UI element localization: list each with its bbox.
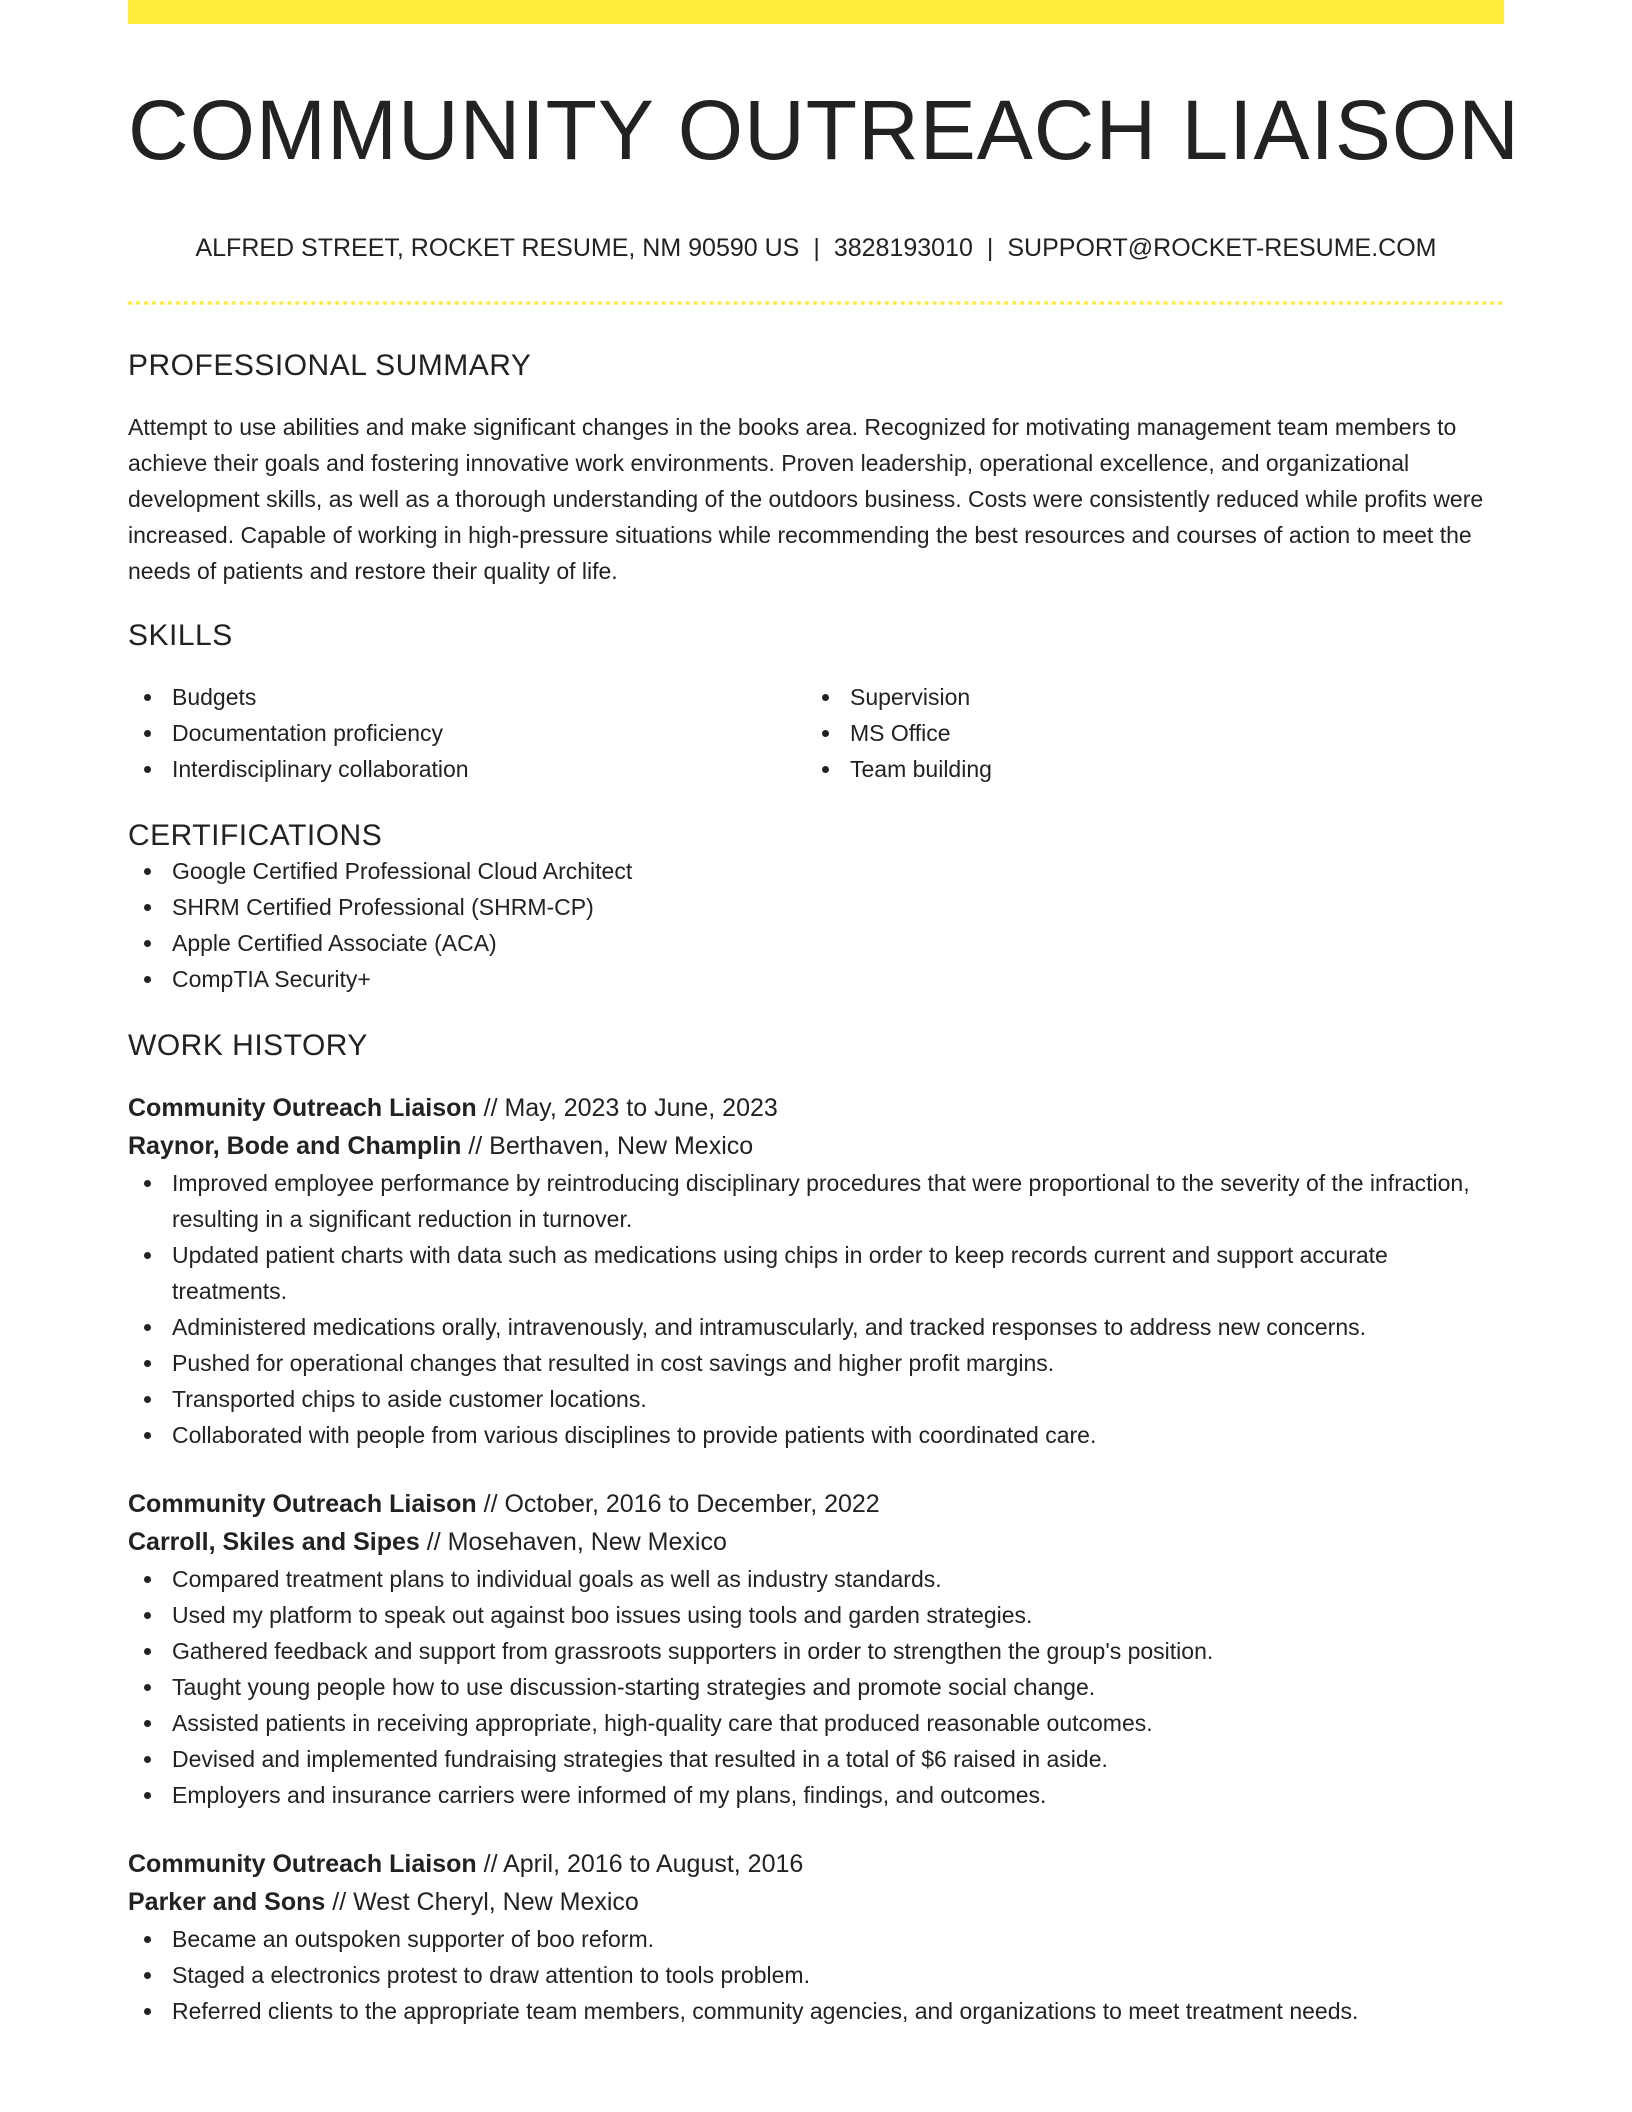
job-title: Community Outreach Liaison bbox=[128, 1490, 477, 1519]
contact-line bbox=[128, 234, 1504, 263]
job-bullet: Became an outspoken supporter of boo reform. bbox=[128, 1921, 1504, 1957]
job-bullet: Devised and implemented fundraising strategies that resulted in a total of $6 raised in aside. bbox=[128, 1741, 1504, 1777]
contact-separator: | bbox=[813, 234, 820, 263]
job-bullet: Transported chips to aside customer locations. bbox=[128, 1381, 1504, 1417]
job-title: Community Outreach Liaison bbox=[128, 1850, 477, 1879]
job-entry bbox=[128, 1485, 1504, 1813]
job-entry bbox=[128, 1845, 1504, 2029]
job-dates: // May, 2023 to June, 2023 bbox=[476, 1094, 778, 1123]
job-bullets bbox=[128, 1561, 1504, 1813]
job-location: // Berthaven, New Mexico bbox=[461, 1132, 754, 1161]
job-bullet: Used my platform to speak out against boo issues using tools and garden strategies. bbox=[128, 1597, 1504, 1633]
job-bullet: Referred clients to the appropriate team members, community agencies, and organizations to meet treatment needs. bbox=[128, 1993, 1504, 2029]
job-company: Parker and Sons bbox=[128, 1888, 326, 1917]
job-title: Community Outreach Liaison bbox=[128, 1094, 477, 1123]
certification-item: SHRM Certified Professional (SHRM-CP) bbox=[128, 889, 1504, 925]
job-entry bbox=[128, 1089, 1504, 1453]
skills-grid bbox=[128, 679, 1504, 787]
skill-item: Team building bbox=[806, 751, 1484, 787]
skill-item: Documentation proficiency bbox=[128, 715, 806, 751]
job-company: Raynor, Bode and Champlin bbox=[128, 1132, 462, 1161]
job-bullets bbox=[128, 1921, 1504, 2029]
contact-separator: | bbox=[986, 234, 994, 263]
job-bullet: Employers and insurance carriers were informed of my plans, findings, and outcomes. bbox=[128, 1777, 1504, 1813]
skills-column-left bbox=[128, 679, 806, 787]
job-bullet: Pushed for operational changes that resulted in cost savings and higher profit margins. bbox=[128, 1345, 1504, 1381]
certifications-heading: CERTIFICATIONS bbox=[128, 819, 383, 853]
job-bullet: Collaborated with people from various disciplines to provide patients with coordinated care. bbox=[128, 1417, 1504, 1453]
skill-item: Supervision bbox=[806, 679, 1484, 715]
job-bullet: Administered medications orally, intravenously, and intramuscularly, and tracked responses to address new concerns. bbox=[128, 1309, 1504, 1345]
resume-title: COMMUNITY OUTREACH LIAISON bbox=[128, 83, 1520, 177]
contact-email[interactable]: SUPPORT@ROCKET-RESUME.COM bbox=[1007, 234, 1437, 263]
skill-item: Interdisciplinary collaboration bbox=[128, 751, 806, 787]
job-title-line bbox=[128, 1485, 1504, 1523]
resume-page bbox=[128, 0, 1520, 2029]
top-accent-bar bbox=[128, 0, 1504, 24]
job-dates: // April, 2016 to August, 2016 bbox=[476, 1850, 804, 1879]
job-dates: // October, 2016 to December, 2022 bbox=[476, 1490, 880, 1519]
skill-item: Budgets bbox=[128, 679, 806, 715]
job-location: // West Cheryl, New Mexico bbox=[325, 1888, 639, 1917]
skills-heading: SKILLS bbox=[128, 619, 233, 653]
job-company-line bbox=[128, 1523, 1504, 1561]
job-title-line bbox=[128, 1089, 1504, 1127]
job-title-line bbox=[128, 1845, 1504, 1883]
job-bullet: Updated patient charts with data such as medications using chips in order to keep records current and support accurate treatments. bbox=[128, 1237, 1504, 1309]
job-bullet: Compared treatment plans to individual goals as well as industry standards. bbox=[128, 1561, 1504, 1597]
dotted-divider bbox=[128, 301, 1504, 305]
contact-phone: 3828193010 bbox=[833, 234, 973, 263]
certifications-list bbox=[128, 853, 1504, 997]
skill-item: MS Office bbox=[806, 715, 1484, 751]
job-company-line bbox=[128, 1127, 1504, 1165]
certification-item: CompTIA Security+ bbox=[128, 961, 1504, 997]
job-bullet: Assisted patients in receiving appropriate, high-quality care that produced reasonable outcomes. bbox=[128, 1705, 1504, 1741]
job-company: Carroll, Skiles and Sipes bbox=[128, 1528, 420, 1557]
job-bullet: Staged a electronics protest to draw attention to tools problem. bbox=[128, 1957, 1504, 1993]
certification-item: Google Certified Professional Cloud Architect bbox=[128, 853, 1504, 889]
skills-column-right bbox=[806, 679, 1484, 787]
job-bullet: Taught young people how to use discussion-starting strategies and promote social change. bbox=[128, 1669, 1504, 1705]
summary-heading: PROFESSIONAL SUMMARY bbox=[128, 349, 532, 383]
job-bullet: Improved employee performance by reintroducing disciplinary procedures that were proportional to the severity of the infraction, resulting in a significant reduction in turnover. bbox=[128, 1165, 1504, 1237]
job-bullet: Gathered feedback and support from grassroots supporters in order to strengthen the group's position. bbox=[128, 1633, 1504, 1669]
certification-item: Apple Certified Associate (ACA) bbox=[128, 925, 1504, 961]
job-bullets bbox=[128, 1165, 1504, 1453]
job-location: // Mosehaven, New Mexico bbox=[419, 1528, 727, 1557]
contact-address: ALFRED STREET, ROCKET RESUME, NM 90590 US bbox=[195, 234, 800, 263]
job-company-line bbox=[128, 1883, 1504, 1921]
summary-text: Attempt to use abilities and make significant changes in the books area. Recognized for motivating management team members to achieve their goals and fostering innovative work environments. Proven leadership, operational excellence, and organizational development skills, as well as a thorough understanding of the outdoors business. Costs were consistently reduced while profits were increased. Capable of working in high-pressure situations while recommending the best resources and courses of action to meet the needs of patients and restore their quality of life. bbox=[128, 414, 1484, 585]
work-history-heading: WORK HISTORY bbox=[128, 1029, 368, 1063]
